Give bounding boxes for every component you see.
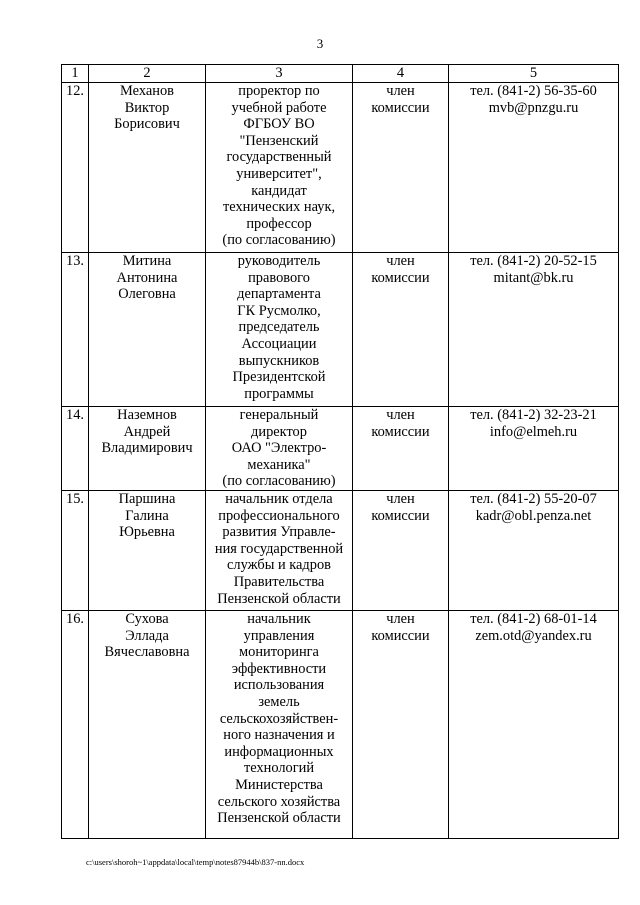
row-number-cell: 14. (62, 407, 89, 491)
cell-text-line: kadr@obl.penza.net (475, 507, 592, 524)
cell-text-line: тел. (841-2) 68-01-14 (470, 611, 597, 627)
cell-text-line: mvb@pnzgu.ru (488, 99, 579, 116)
member-role-cell (353, 611, 449, 839)
cell-text-line: zem.otd@yandex.ru (475, 627, 592, 644)
cell-text-line: ОАО "Электро- (231, 440, 327, 457)
row-number-cell: 15. (62, 491, 89, 611)
cell-text-line: кандидат (251, 182, 307, 199)
cell-text-line: Юрьевна (119, 524, 175, 541)
cell-text-line: Наземнов (117, 407, 177, 423)
commission-members-table (61, 64, 619, 839)
cell-text-line: Механов (120, 83, 174, 99)
member-position-cell (206, 407, 353, 491)
cell-text-line: департамента (237, 286, 321, 303)
cell-text-line: член (386, 253, 415, 269)
cell-text-line: программы (244, 385, 314, 402)
cell-text-line: комиссии (371, 269, 430, 286)
cell-text-line: (по согласованию) (222, 473, 336, 490)
table-row (62, 491, 619, 611)
member-position-cell (206, 253, 353, 407)
member-name-cell (89, 491, 206, 611)
cell-text-line: info@elmeh.ru (489, 423, 578, 440)
cell-text-line: государственный (226, 149, 332, 166)
column-name-header: 2 (89, 65, 206, 83)
member-contacts-cell (449, 407, 619, 491)
cell-text-line: профессионального (218, 507, 340, 524)
cell-text-line: (по согласованию) (222, 232, 336, 249)
cell-text-line: председатель (238, 319, 320, 336)
cell-text-line: профессор (246, 215, 312, 232)
cell-text-line: руководитель (237, 253, 321, 269)
member-role-cell (353, 253, 449, 407)
table-header-row (62, 65, 619, 83)
cell-text-line: Министерства (235, 776, 323, 793)
column-contacts-header: 5 (449, 65, 619, 83)
cell-text-line: Галина (125, 507, 169, 524)
cell-text-line: комиссии (371, 507, 430, 524)
cell-text-line: технологий (243, 760, 315, 777)
member-name-cell (89, 83, 206, 253)
cell-text-line: тел. (841-2) 20-52-15 (470, 253, 597, 269)
member-contacts-cell (449, 491, 619, 611)
column-role-header: 4 (353, 65, 449, 83)
cell-text-line: Антонина (116, 269, 178, 286)
cell-text-line: Вячеславовна (104, 644, 190, 661)
cell-text-line: учебной работе (231, 99, 327, 116)
cell-text-line: комиссии (371, 99, 430, 116)
cell-text-line: выпускников (238, 352, 320, 369)
cell-text-line: комиссии (371, 627, 430, 644)
member-position-cell (206, 611, 353, 839)
cell-text-line: сельскохозяйствен- (219, 710, 339, 727)
cell-text-line: ния государственной (214, 540, 344, 557)
page-number: 3 (316, 36, 324, 51)
cell-text-line: Владимирович (101, 440, 193, 457)
cell-text-line: ФГБОУ ВО (243, 116, 315, 133)
cell-text-line: Пензенской области (217, 810, 341, 827)
member-role-cell (353, 491, 449, 611)
cell-text-line: Сухова (125, 611, 169, 627)
cell-text-line: Борисович (114, 116, 180, 133)
cell-text-line: мониторинга (239, 644, 319, 661)
cell-text-line: правового (248, 269, 310, 286)
cell-text-line: ГК Русмолко, (237, 302, 321, 319)
cell-text-line: управления (243, 627, 315, 644)
cell-text-line: Правительства (233, 573, 325, 590)
cell-text-line: ного назначения и (223, 727, 335, 744)
cell-text-line: Виктор (124, 99, 170, 116)
member-role-cell (353, 407, 449, 491)
footer-file-path: c:\users\shoroh~1\appdata\local\temp\notes87944b\837-nn.docx (86, 857, 305, 867)
cell-text-line: Митина (122, 253, 172, 269)
member-role-cell (353, 83, 449, 253)
cell-text-line: механика" (247, 456, 311, 473)
cell-text-line: Президентской (232, 369, 326, 386)
member-name-cell (89, 253, 206, 407)
table-row (62, 83, 619, 253)
column-number-header: 1 (62, 65, 89, 83)
cell-text-line: начальник (247, 611, 311, 627)
cell-text-line: директор (251, 423, 307, 440)
cell-text-line: член (386, 491, 415, 507)
cell-text-line: земель (258, 693, 300, 710)
member-position-cell (206, 83, 353, 253)
member-name-cell (89, 407, 206, 491)
cell-text-line: университет", (236, 165, 322, 182)
cell-text-line: генеральный (239, 407, 319, 423)
cell-text-line: mitant@bk.ru (493, 269, 574, 286)
cell-text-line: Андрей (123, 423, 171, 440)
column-position-header: 3 (206, 65, 353, 83)
cell-text-line: информационных (224, 743, 334, 760)
cell-text-line: Эллада (125, 627, 169, 644)
cell-text-line: проректор по (238, 83, 320, 99)
member-position-cell (206, 491, 353, 611)
cell-text-line: Ассоциации (241, 335, 317, 352)
cell-text-line: эффективности (231, 660, 327, 677)
cell-text-line: член (386, 407, 415, 423)
cell-text-line: тел. (841-2) 56-35-60 (470, 83, 597, 99)
row-number-cell: 12. (62, 83, 89, 253)
table-row (62, 407, 619, 491)
cell-text-line: Пензенской области (217, 590, 341, 607)
cell-text-line: использования (233, 677, 325, 694)
table-row (62, 253, 619, 407)
cell-text-line: Паршина (118, 491, 176, 507)
cell-text-line: член (386, 611, 415, 627)
cell-text-line: комиссии (371, 423, 430, 440)
member-contacts-cell (449, 83, 619, 253)
cell-text-line: сельского хозяйства (217, 793, 341, 810)
cell-text-line: член (386, 83, 415, 99)
row-number-cell: 13. (62, 253, 89, 407)
cell-text-line: начальник отдела (225, 491, 333, 507)
table-row (62, 611, 619, 839)
member-name-cell (89, 611, 206, 839)
cell-text-line: технических наук, (222, 199, 336, 216)
cell-text-line: Олеговна (118, 286, 176, 303)
cell-text-line: тел. (841-2) 32-23-21 (470, 407, 597, 423)
row-number-cell: 16. (62, 611, 89, 839)
cell-text-line: тел. (841-2) 55-20-07 (470, 491, 597, 507)
cell-text-line: службы и кадров (227, 557, 331, 574)
member-contacts-cell (449, 253, 619, 407)
cell-text-line: развития Управле- (222, 524, 336, 541)
member-contacts-cell (449, 611, 619, 839)
cell-text-line: "Пензенский (239, 132, 319, 149)
